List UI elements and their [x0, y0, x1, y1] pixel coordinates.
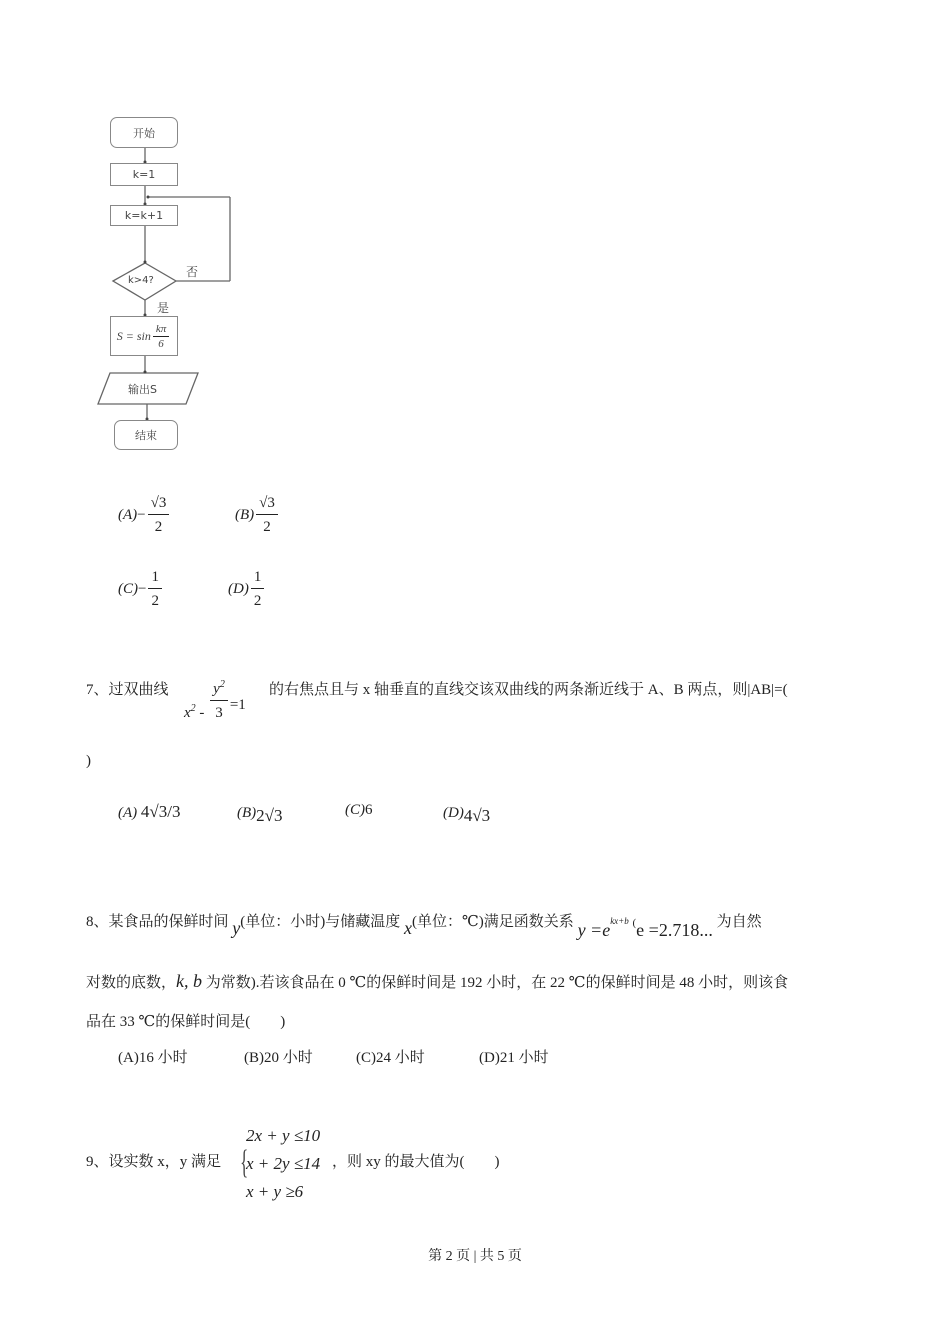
num: $y^2$ [210, 674, 228, 701]
q7-option-b[interactable] [237, 802, 283, 825]
q8-line2 [86, 971, 788, 992]
den: 2 [263, 519, 271, 535]
q7-option-c[interactable] [345, 802, 373, 819]
constraint: x + 2y ≤14 [246, 1154, 321, 1173]
assign-lhs: S = sin [116, 328, 151, 343]
q7-text: 的右焦点且与 x 轴垂直的直线交该双曲线的两条渐近线于 A、B 两点，则|AB|=( [269, 682, 788, 698]
sign: − [138, 580, 147, 597]
q-number: 7、 [86, 682, 109, 698]
fraction [251, 566, 265, 613]
eq-minus: - [195, 704, 209, 721]
num: 1 [251, 566, 265, 589]
q7-option-a[interactable] [118, 802, 180, 822]
flowchart-no-label: 否 [186, 265, 199, 279]
q6-option-c[interactable] [118, 566, 164, 613]
brace: { [240, 1144, 249, 1181]
label: (C) [118, 580, 138, 597]
text: (单位：小时)与储藏温度 [240, 914, 401, 930]
q9-constraints [246, 1122, 320, 1206]
q8-option-b[interactable]: (B)20 小时 [244, 1050, 313, 1066]
den: 2 [154, 519, 163, 535]
flowchart-connectors [0, 0, 300, 470]
var-x: x [404, 918, 413, 938]
label: (D) [443, 805, 464, 821]
kb: k, b [176, 971, 203, 991]
den: 6 [158, 337, 164, 350]
den: 2 [151, 593, 159, 609]
eq-fraction [210, 674, 228, 725]
num: √3 [148, 492, 170, 515]
value: 4√3/3 [140, 802, 181, 821]
q-number: 8、 [86, 914, 109, 930]
constraint: x + y ≥6 [246, 1182, 304, 1201]
label: (D) [228, 580, 249, 597]
flowchart-start: 开始 [110, 117, 178, 148]
num: 1 [148, 566, 162, 589]
page-footer: 第 2 页 | 共 5 页 [428, 1249, 522, 1264]
fraction [148, 566, 162, 613]
text: (单位：℃)满足函数关系 [412, 914, 574, 930]
q8-line3: 品在 33 ℃的保鲜时间是( ) [86, 1014, 286, 1030]
flowchart-condition: k>4? [128, 275, 154, 286]
formula: y =e [577, 920, 611, 940]
q8-option-a[interactable]: (A)16 小时 [118, 1050, 188, 1066]
q6-option-d[interactable] [228, 566, 266, 613]
value: 6 [365, 802, 373, 818]
text: 为常数).若该食品在 0 ℃的保鲜时间是 192 小时，在 22 ℃的保鲜时间是 48 小时，则该食 [205, 975, 789, 991]
q7-prefix: 过双曲线 [108, 682, 169, 698]
text: 对数的底数， [86, 975, 177, 991]
label: (B) [237, 805, 257, 821]
text: 某食品的保鲜时间 [108, 914, 229, 930]
num: kπ [153, 322, 169, 337]
flowchart-assign [110, 316, 178, 356]
q9-prefix: 设实数 x，y 满足 [108, 1154, 222, 1170]
text: 为自然 [716, 914, 762, 930]
eq-x: $x^2$ [184, 702, 196, 721]
q-number: 9、 [86, 1154, 109, 1170]
fraction [256, 492, 278, 539]
q9-stem [86, 1150, 221, 1171]
flowchart-end: 结束 [114, 420, 178, 450]
var-y: y [232, 918, 241, 938]
num: √3 [256, 492, 278, 515]
q7-close: ) [86, 753, 91, 769]
paren: ( [632, 917, 637, 929]
q8-option-c[interactable]: (C)24 小时 [356, 1050, 425, 1066]
constraint: 2x + y ≤10 [246, 1126, 321, 1145]
den: 3 [215, 705, 223, 721]
flowchart-update: k=k+1 [110, 205, 178, 226]
label: (C) [345, 802, 365, 818]
den: 2 [253, 593, 262, 609]
q8-line1 [86, 910, 762, 940]
label: (A) [118, 506, 138, 523]
flowchart-output: 输出S [128, 383, 157, 396]
fraction [148, 492, 170, 539]
e-value: e =2.718... [636, 920, 713, 940]
eq-rhs: =1 [229, 696, 246, 713]
value: 2√3 [256, 806, 283, 825]
label: (A) [118, 805, 138, 821]
assign-fraction [153, 322, 169, 351]
q7-equation [184, 674, 246, 725]
sign: − [137, 506, 146, 523]
q9-suffix: ，则 xy 的最大值为( ) [332, 1154, 500, 1170]
flowchart-init: k=1 [110, 163, 178, 186]
value: 4√3 [463, 806, 491, 825]
flowchart-yes-label: 是 [157, 301, 170, 315]
label: (B) [235, 506, 255, 523]
q8-option-d[interactable]: (D)21 小时 [479, 1050, 549, 1066]
q6-option-b[interactable] [235, 492, 280, 539]
q6-option-a[interactable] [118, 492, 171, 539]
q7-stem [86, 678, 169, 699]
q7-option-d[interactable] [443, 802, 491, 825]
exponent: kx+b [610, 916, 629, 926]
